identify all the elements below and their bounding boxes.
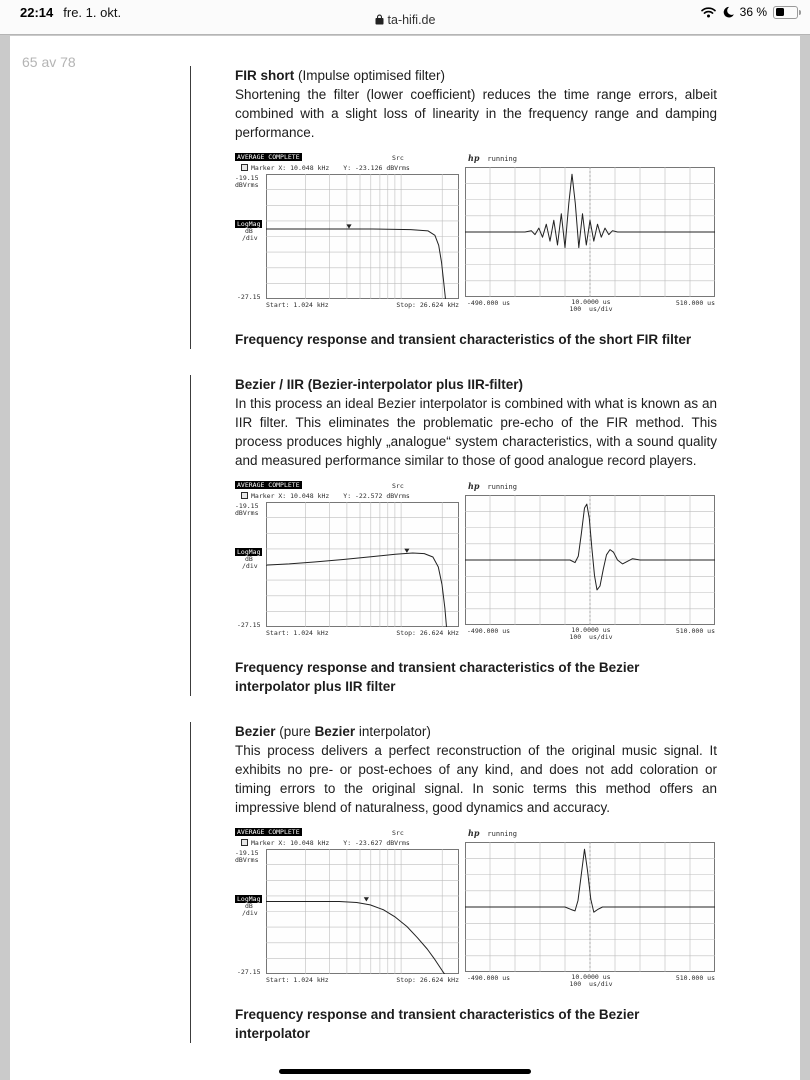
lock-icon bbox=[375, 14, 384, 25]
section-body: In this process an ideal Bezier interpolator is combined with what is known as an IIR filter. This eliminates the problematic pre-echo of the FIR method. This process produces highly „analogue“ system characteristics, with a sound quality and measured performance similar to those of good analogue record players. bbox=[235, 396, 717, 468]
scale-unit-label: dB bbox=[245, 227, 253, 235]
marker-y-value: Y: -23.126 dBVrms bbox=[343, 163, 410, 172]
source-label: Src bbox=[392, 829, 404, 837]
scale-div-label: /div bbox=[242, 562, 258, 570]
battery-icon bbox=[773, 6, 798, 19]
address-bar[interactable] bbox=[0, 13, 810, 27]
x-start-label: Start: 1.024 kHz bbox=[266, 301, 329, 309]
marker-x-value: Marker X: 10.048 kHz bbox=[251, 491, 330, 500]
y-unit-label: dBVrms bbox=[235, 856, 259, 864]
transient-plot bbox=[465, 828, 717, 989]
scale-unit-label: dB bbox=[245, 902, 253, 910]
status-bar bbox=[0, 0, 810, 35]
scale-unit-label: dB bbox=[245, 555, 253, 563]
scope-status-label: running bbox=[487, 155, 517, 163]
document-page[interactable] bbox=[10, 36, 800, 1080]
section-heading: Bezier (pure Bezier interpolator) bbox=[235, 724, 431, 739]
trace-marker-icon bbox=[241, 839, 248, 846]
time-div-label: 100 us/div bbox=[569, 633, 613, 641]
scope-status-label: running bbox=[487, 830, 517, 838]
frequency-response-grid bbox=[266, 174, 459, 299]
figure-caption: Frequency response and transient characteristics of the short FIR filter bbox=[235, 332, 692, 347]
wifi-icon bbox=[701, 7, 716, 18]
y-unit-label: dBVrms bbox=[235, 181, 259, 189]
scope-status-label: running bbox=[487, 483, 517, 491]
section-body: Shortening the filter (lower coefficient) reduces the time range errors, albeit combined with a slight loss of linearity in the frequency range and damping performance. bbox=[235, 87, 717, 140]
time-div-label: 100 us/div bbox=[569, 980, 613, 988]
home-indicator[interactable] bbox=[279, 1069, 531, 1074]
plots-row bbox=[235, 828, 717, 989]
time-right-label: 510.000 us bbox=[675, 974, 715, 982]
hp-logo: hp bbox=[468, 481, 480, 491]
y-min-label: -27.15 bbox=[237, 293, 261, 301]
section-fir-short bbox=[190, 66, 717, 349]
section-body: This process delivers a perfect reconstruction of the original music signal. It exhibits no pre- or post-echoes of any kind, and does not add coloration or timing errors to the original signal. In sonic terms this method offers an impressive blend of naturalness, good dynamics and accuracy. bbox=[235, 743, 717, 815]
figure-caption: Frequency response and transient characteristics of the Bezier interpolator bbox=[235, 1007, 640, 1041]
figure-caption: Frequency response and transient characteristics of the Bezier interpolator plus IIR filter bbox=[235, 660, 640, 694]
moon-icon bbox=[722, 6, 734, 18]
time-center-label: 10.0000 us bbox=[571, 973, 611, 981]
section-bezier bbox=[190, 722, 717, 1043]
transient-grid bbox=[465, 495, 715, 625]
battery-percentage: 36 % bbox=[739, 5, 767, 19]
y-axis-labels bbox=[235, 174, 266, 299]
analyzer-status-label: AVERAGE COMPLETE bbox=[237, 828, 300, 836]
frequency-response-plot bbox=[235, 828, 459, 989]
marker-x-value: Marker X: 10.048 kHz bbox=[251, 838, 330, 847]
page-indicator: 65 av 78 bbox=[22, 54, 76, 70]
trace-marker-icon bbox=[241, 164, 248, 171]
transient-plot bbox=[465, 481, 717, 642]
frequency-response-plot bbox=[235, 481, 459, 642]
trace-type-label: LogMag bbox=[237, 895, 261, 903]
section-heading: FIR short (Impulse optimised filter) bbox=[235, 68, 446, 83]
scale-div-label: /div bbox=[242, 909, 258, 917]
x-stop-label: Stop: 26.624 kHz bbox=[396, 629, 459, 637]
x-stop-label: Stop: 26.624 kHz bbox=[396, 301, 459, 309]
plots-row bbox=[235, 153, 717, 314]
time-left-label: -490.000 us bbox=[467, 299, 511, 307]
hp-logo: hp bbox=[468, 828, 480, 838]
analyzer-status-label: AVERAGE COMPLETE bbox=[237, 481, 300, 489]
time-left-label: -490.000 us bbox=[467, 974, 511, 982]
hp-logo: hp bbox=[468, 153, 480, 163]
marker-y-value: Y: -22.572 dBVrms bbox=[343, 491, 410, 500]
time-div-label: 100 us/div bbox=[569, 305, 613, 313]
y-min-label: -27.15 bbox=[237, 621, 261, 629]
analyzer-status-label: AVERAGE COMPLETE bbox=[237, 153, 300, 161]
document-content bbox=[190, 66, 717, 1069]
x-start-label: Start: 1.024 kHz bbox=[266, 629, 329, 637]
section-bezier-iir bbox=[190, 375, 717, 696]
marker-y-value: Y: -23.627 dBVrms bbox=[343, 838, 410, 847]
x-stop-label: Stop: 26.624 kHz bbox=[396, 976, 459, 984]
source-label: Src bbox=[392, 482, 404, 490]
frequency-response-grid bbox=[266, 502, 459, 627]
transient-grid bbox=[465, 842, 715, 972]
section-heading: Bezier / IIR (Bezier-interpolator plus IIR-filter) bbox=[235, 377, 524, 392]
trace-marker-icon bbox=[241, 492, 248, 499]
time-center-label: 10.0000 us bbox=[571, 626, 611, 634]
y-axis-labels bbox=[235, 849, 266, 974]
trace-type-label: LogMag bbox=[237, 548, 261, 556]
y-max-label: -19.15 bbox=[235, 174, 259, 182]
time-center-label: 10.0000 us bbox=[571, 298, 611, 306]
trace-type-label: LogMag bbox=[237, 220, 261, 228]
frequency-response-plot bbox=[235, 153, 459, 314]
status-right bbox=[701, 5, 798, 19]
site-domain: ta-hifi.de bbox=[387, 13, 436, 27]
source-label: Src bbox=[392, 154, 404, 162]
time-left-label: -490.000 us bbox=[467, 627, 511, 635]
time-right-label: 510.000 us bbox=[675, 299, 715, 307]
y-axis-labels bbox=[235, 502, 266, 627]
date-label: fre. 1. okt. bbox=[63, 5, 122, 20]
transient-grid bbox=[465, 167, 715, 297]
y-min-label: -27.15 bbox=[237, 968, 261, 976]
y-unit-label: dBVrms bbox=[235, 509, 259, 517]
clock-label: 22:14 bbox=[20, 5, 54, 20]
marker-x-value: Marker X: 10.048 kHz bbox=[251, 163, 330, 172]
transient-plot bbox=[465, 153, 717, 314]
y-max-label: -19.15 bbox=[235, 849, 259, 857]
x-start-label: Start: 1.024 kHz bbox=[266, 976, 329, 984]
frequency-response-grid bbox=[266, 849, 459, 974]
time-right-label: 510.000 us bbox=[675, 627, 715, 635]
plots-row bbox=[235, 481, 717, 642]
scale-div-label: /div bbox=[242, 234, 258, 242]
y-max-label: -19.15 bbox=[235, 502, 259, 510]
